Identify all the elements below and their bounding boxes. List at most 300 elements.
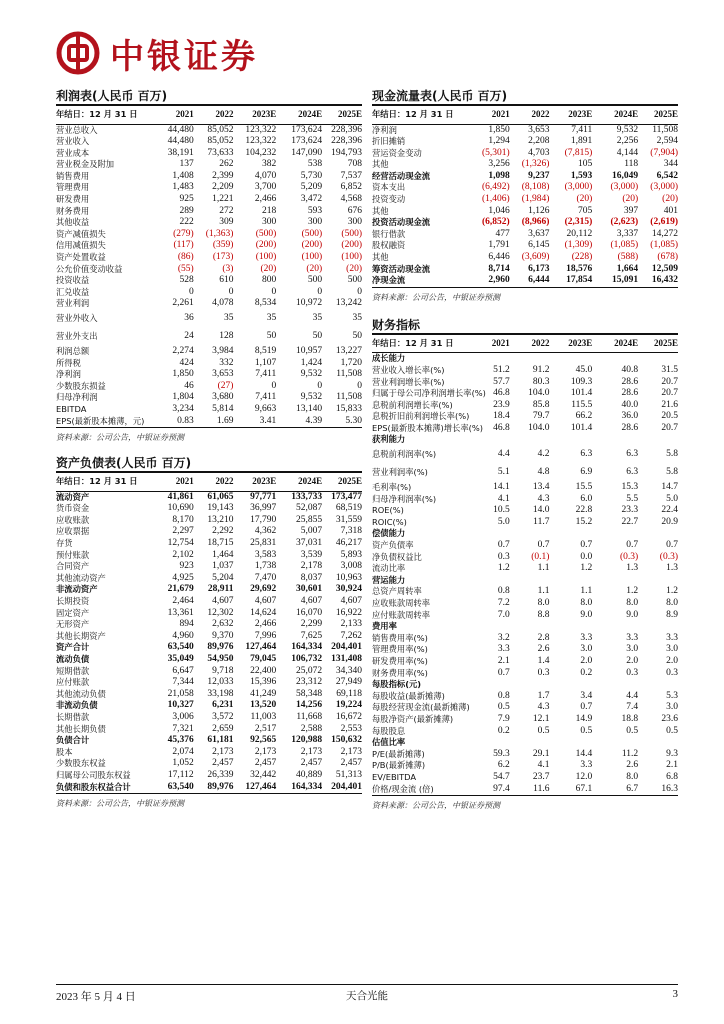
- row-label: 银行借款: [372, 228, 406, 239]
- row-value: 14.9: [575, 713, 593, 724]
- row-value: 18,576: [566, 263, 593, 274]
- row-value: 0.7: [580, 540, 593, 551]
- row-value: 164,334: [291, 642, 323, 653]
- row-label: 净利润: [56, 369, 81, 380]
- row-value: [510, 353, 550, 365]
- row-value: 32,442: [250, 769, 277, 780]
- row-value: 20.7: [661, 422, 678, 433]
- table-row: [372, 353, 678, 365]
- row-value: 222: [179, 217, 194, 228]
- row-label: 营业利润: [56, 298, 90, 309]
- row-value: 40.8: [621, 364, 639, 375]
- row-label: 毛利率(%): [372, 482, 412, 493]
- row-label: 合同资产: [56, 561, 90, 572]
- table-row: [372, 691, 678, 703]
- row-value: 23.9: [493, 399, 510, 410]
- header-label: 年结日：12 月 31 日: [56, 473, 154, 491]
- table-row: [372, 124, 678, 136]
- table-row: [372, 749, 678, 761]
- row-value: 35,049: [167, 653, 194, 664]
- row-value: 6.3: [626, 467, 639, 478]
- row-value: 15,396: [250, 677, 277, 688]
- row-value: 45.0: [575, 364, 593, 375]
- row-value: [549, 528, 592, 540]
- row-value: 97,771: [250, 491, 277, 502]
- row-value: 3.0: [626, 644, 639, 655]
- table-row: [372, 275, 678, 287]
- row-value: 80.3: [532, 376, 550, 387]
- row-value: 10,327: [167, 700, 194, 711]
- row-value: 61,065: [207, 491, 234, 502]
- row-value: [638, 575, 678, 587]
- row-value: 8.0: [580, 598, 593, 608]
- header-label: 年结日：12 月 31 日: [56, 106, 154, 124]
- row-value: 344: [663, 159, 678, 170]
- row-value: 13,210: [207, 514, 234, 525]
- row-value: [592, 353, 638, 365]
- row-value: 4.3: [537, 702, 550, 713]
- table-row: [56, 287, 362, 299]
- row-value: 9,532: [300, 392, 323, 403]
- header-year: 2022: [194, 106, 234, 124]
- row-value: 0: [188, 286, 194, 297]
- income-source: 资料来源：公司公告，中银证券预测: [56, 433, 184, 443]
- row-value: (20): [306, 263, 323, 274]
- row-label: 少数股东损益: [56, 380, 106, 391]
- row-value: 309: [219, 217, 234, 228]
- row-value: 4.39: [276, 416, 322, 428]
- row-value: 7,996: [254, 630, 277, 641]
- row-value: 33,198: [207, 688, 234, 699]
- row-label: EBITDA: [56, 403, 87, 414]
- row-value: 46.8: [493, 422, 510, 433]
- row-label: 研发费用: [56, 194, 90, 205]
- row-value: 228,396: [331, 136, 362, 147]
- row-label: 成长能力: [372, 353, 406, 364]
- boc-logo-icon: [56, 31, 100, 75]
- table-row: [56, 206, 362, 218]
- row-value: 1.69: [194, 416, 234, 428]
- row-value: 54.7: [493, 771, 510, 782]
- row-value: 10,963: [335, 572, 362, 583]
- row-value: 6,852: [340, 182, 362, 193]
- table-row: [56, 124, 362, 136]
- row-label: 投资收益: [56, 275, 90, 286]
- row-label: 营业收入增长率(%): [372, 364, 445, 375]
- table-row: [56, 229, 362, 241]
- row-value: 29,692: [250, 584, 277, 595]
- row-value: 24: [184, 331, 194, 342]
- row-value: 40,889: [296, 769, 323, 780]
- table-row: [56, 404, 362, 416]
- row-value: 23.3: [621, 505, 639, 516]
- row-value: 12.0: [575, 771, 593, 782]
- table-row: [372, 726, 678, 738]
- table-header-row: [56, 473, 362, 491]
- row-value: 9,370: [212, 630, 234, 641]
- header-year: 2025E: [322, 106, 362, 124]
- row-value: 8,534: [254, 298, 277, 309]
- row-value: 35: [266, 313, 277, 324]
- row-value: 104.0: [528, 388, 550, 399]
- table-row: [372, 159, 678, 171]
- row-value: 54,950: [207, 653, 234, 664]
- header-year: 2022: [510, 106, 550, 124]
- table-row: [56, 689, 362, 701]
- row-value: 19,143: [207, 503, 234, 514]
- row-value: 8.0: [537, 598, 550, 608]
- row-value: 3,234: [172, 403, 194, 414]
- row-label: 经营活动现金流: [372, 170, 431, 181]
- row-value: 45,376: [167, 735, 194, 746]
- row-value: 17,112: [167, 769, 194, 780]
- header: [56, 28, 258, 78]
- row-value: 22.7: [621, 516, 639, 527]
- table-row: [372, 229, 678, 241]
- row-value: 14.4: [575, 748, 593, 759]
- row-value: 59.3: [493, 748, 510, 759]
- row-value: 4.4: [626, 690, 639, 701]
- row-value: 20.5: [661, 411, 678, 422]
- table-row: [56, 747, 362, 759]
- row-value: 2,466: [254, 619, 277, 630]
- row-value: 2.0: [666, 655, 678, 666]
- header-year: 2024E: [592, 335, 638, 353]
- row-label: 货币资金: [56, 503, 90, 514]
- row-label: 销售费用: [56, 170, 90, 181]
- row-value: 123,322: [245, 136, 277, 147]
- row-value: 18.8: [621, 713, 639, 724]
- row-value: 6,444: [510, 275, 550, 287]
- row-value: 8.0: [626, 598, 639, 608]
- header-year: 2022: [194, 473, 234, 491]
- row-value: 12,302: [207, 607, 234, 618]
- row-value: 6,145: [528, 240, 550, 251]
- row-value: 923: [179, 561, 194, 572]
- table-row: [56, 310, 362, 328]
- row-label: 应收账款: [56, 514, 90, 525]
- page-number: 3: [672, 988, 678, 1000]
- row-label: 资产负债率: [372, 540, 414, 551]
- row-value: 2,632: [212, 619, 234, 630]
- row-value: 1,408: [172, 170, 194, 181]
- row-value: 9,532: [300, 369, 323, 380]
- row-value: 0.7: [626, 540, 639, 551]
- row-value: 1.2: [497, 563, 510, 574]
- row-label: 资产合计: [56, 642, 90, 653]
- row-value: [592, 434, 638, 446]
- row-value: 150,632: [331, 735, 362, 746]
- table-row: [372, 784, 678, 796]
- row-value: 708: [347, 159, 362, 170]
- row-value: 5,814: [212, 403, 234, 414]
- row-label: 营业收入: [56, 136, 90, 147]
- row-value: 1,850: [488, 124, 510, 135]
- row-value: 0.7: [580, 702, 593, 713]
- row-value: (7,815): [564, 147, 593, 158]
- row-value: 10,972: [296, 298, 323, 309]
- header-year: 2022: [510, 335, 550, 353]
- row-value: (2,623): [610, 217, 639, 228]
- row-value: 35: [312, 313, 323, 324]
- row-value: 63,540: [167, 642, 194, 653]
- row-label: 每股经营现金流(最新摊薄): [372, 702, 470, 713]
- table-row: [56, 252, 362, 264]
- row-label: 长期借款: [56, 711, 90, 722]
- row-value: 46.8: [493, 388, 510, 399]
- row-value: 133,733: [291, 491, 323, 502]
- table-row: [372, 182, 678, 194]
- row-value: [510, 679, 550, 691]
- row-label: 公允价值变动收益: [56, 263, 123, 274]
- balance-source: 资料来源：公司公告，中银证券预测: [56, 799, 184, 809]
- row-value: 3.3: [580, 632, 593, 643]
- row-value: 101.4: [570, 388, 593, 399]
- row-value: 7,470: [254, 572, 277, 583]
- row-value: (500): [341, 228, 362, 239]
- table-row: [56, 724, 362, 736]
- row-value: 2,297: [172, 526, 194, 537]
- row-value: 104,232: [245, 147, 277, 158]
- row-value: 28,911: [207, 584, 234, 595]
- table-row: [372, 737, 678, 749]
- table-row: [56, 712, 362, 724]
- row-value: 8.0: [626, 771, 639, 782]
- row-value: 11.6: [510, 784, 550, 796]
- row-value: [470, 575, 510, 587]
- row-value: 8.9: [666, 609, 678, 620]
- row-value: 28.6: [621, 422, 639, 433]
- header-year: 2023E: [233, 106, 276, 124]
- row-label: 应收账款周转率: [372, 598, 431, 608]
- row-value: 61,181: [207, 735, 234, 746]
- row-value: 0: [357, 286, 362, 297]
- row-value: (1,363): [205, 228, 234, 239]
- row-value: (55): [177, 263, 194, 274]
- row-label: 汇兑收益: [56, 286, 90, 297]
- row-value: 5.8: [666, 449, 678, 460]
- row-value: 8,037: [300, 572, 323, 583]
- row-label: 流动比率: [372, 563, 406, 574]
- table-row: [372, 586, 678, 598]
- row-value: 28.6: [621, 376, 639, 387]
- row-value: 300: [307, 217, 323, 228]
- row-label: 研发费用率(%): [372, 655, 428, 666]
- row-label: 投资活动现金流: [372, 217, 431, 228]
- row-label: 营业外支出: [56, 331, 98, 342]
- row-value: 17,854: [549, 275, 592, 287]
- row-label: 其他长期资产: [56, 630, 106, 641]
- row-value: 1,593: [570, 170, 593, 181]
- row-label: 偿债能力: [372, 528, 406, 539]
- table-row: [372, 148, 678, 160]
- row-value: 2,588: [300, 723, 323, 734]
- row-value: 6,446: [488, 252, 510, 263]
- row-value: 15.2: [575, 516, 593, 527]
- row-value: 22.8: [575, 505, 593, 516]
- row-value: 9,237: [528, 170, 550, 181]
- row-value: 894: [179, 619, 194, 630]
- row-value: 128: [219, 331, 234, 342]
- row-value: 10.5: [493, 505, 510, 516]
- table-row: [56, 159, 362, 171]
- row-value: 2,208: [528, 136, 550, 147]
- row-value: (0.3): [659, 551, 678, 562]
- row-value: 6.3: [626, 449, 639, 460]
- row-value: 477: [495, 228, 510, 239]
- row-value: [592, 679, 638, 691]
- row-value: 2,457: [300, 758, 323, 769]
- row-value: 7.9: [497, 713, 510, 724]
- row-value: 4.1: [497, 493, 510, 504]
- row-value: 51,313: [335, 769, 362, 780]
- row-value: 28.6: [621, 388, 639, 399]
- table-row: [56, 619, 362, 631]
- row-value: 218: [262, 205, 277, 216]
- row-value: [592, 737, 638, 749]
- row-value: [549, 353, 592, 365]
- row-label: 营业利润增长率(%): [372, 376, 445, 387]
- row-value: 11,508: [336, 392, 362, 403]
- row-value: 204,401: [331, 642, 362, 653]
- row-value: [638, 737, 678, 749]
- footer-company: 天合光能: [346, 990, 388, 1002]
- table-row: [56, 346, 362, 358]
- row-value: [638, 434, 678, 446]
- row-value: 4,607: [254, 596, 277, 606]
- row-value: 3,006: [172, 711, 194, 722]
- row-value: 4,144: [616, 147, 639, 158]
- row-value: 50: [352, 331, 362, 342]
- row-value: 538: [307, 159, 323, 170]
- table-row: [56, 758, 362, 770]
- header-year: 2021: [154, 106, 194, 124]
- row-value: 1.1: [537, 586, 550, 597]
- row-value: 0.2: [497, 725, 510, 736]
- row-value: 51.2: [493, 364, 510, 375]
- row-value: 29.1: [532, 748, 550, 759]
- row-value: 7.0: [497, 609, 510, 620]
- row-label: 净负债权益比: [372, 551, 422, 562]
- row-label: 管理费用: [56, 182, 90, 193]
- row-value: 6.0: [580, 493, 593, 504]
- row-value: 52,087: [296, 503, 323, 514]
- row-value: 2.6: [537, 644, 550, 655]
- row-value: 11,508: [652, 124, 678, 135]
- row-value: 9,718: [212, 665, 234, 676]
- row-label: 信用减值损失: [56, 240, 106, 251]
- row-value: (5,301): [481, 147, 510, 158]
- row-label: P/E(最新摊薄): [372, 748, 425, 759]
- row-value: (3,000): [650, 182, 678, 193]
- row-value: 19,224: [335, 700, 362, 711]
- header-year: 2021: [470, 335, 510, 353]
- header-label: 年结日：12 月 31 日: [372, 335, 470, 353]
- row-value: 79.7: [532, 411, 550, 422]
- row-value: 1,052: [172, 758, 194, 769]
- row-value: 173,624: [291, 136, 323, 147]
- row-value: 67.1: [549, 784, 592, 796]
- row-value: 21,058: [167, 688, 194, 699]
- row-value: 2,299: [300, 619, 323, 630]
- row-value: 57.7: [493, 376, 510, 387]
- row-value: 2,261: [172, 298, 194, 309]
- row-label: 管理费用率(%): [372, 644, 428, 655]
- row-value: 204,401: [322, 782, 362, 794]
- table-row: [56, 642, 362, 654]
- row-value: 36,997: [250, 503, 277, 514]
- row-value: 44,480: [167, 124, 194, 135]
- table-row: [372, 656, 678, 668]
- row-value: 2,133: [340, 619, 362, 630]
- row-label: EPS(最新股本摊薄，元): [56, 416, 154, 428]
- header-year: 2023E: [233, 473, 276, 491]
- row-value: 16,049: [612, 170, 639, 181]
- row-value: (3,609): [521, 252, 550, 263]
- header-year: 2024E: [276, 106, 322, 124]
- row-value: [592, 621, 638, 633]
- table-row: [372, 505, 678, 517]
- row-value: 6.2: [497, 760, 510, 771]
- row-value: 1,464: [212, 549, 234, 560]
- table-row: [56, 171, 362, 183]
- row-value: 2,659: [212, 723, 234, 734]
- row-value: 109.3: [570, 376, 593, 387]
- row-value: 147,090: [291, 147, 323, 158]
- row-value: 4,960: [172, 630, 194, 641]
- row-value: 0: [317, 286, 323, 297]
- row-value: 69,118: [336, 688, 362, 699]
- row-value: 0.8: [497, 586, 510, 597]
- row-value: 2,102: [172, 549, 194, 560]
- row-value: 6,231: [212, 700, 234, 711]
- table-row: [372, 575, 678, 587]
- row-value: 14.0: [532, 505, 550, 516]
- table-row: [56, 503, 362, 515]
- brand-name: 中银证券: [110, 36, 258, 77]
- row-value: [549, 679, 592, 691]
- table-row: [372, 540, 678, 552]
- row-value: 3,984: [212, 346, 234, 356]
- table-row: [56, 782, 362, 794]
- ratios-title: 财务指标: [372, 317, 678, 335]
- header-year: 2024E: [592, 106, 638, 124]
- table-row: [56, 369, 362, 381]
- row-label: 应收票据: [56, 526, 90, 537]
- row-value: 925: [179, 194, 194, 205]
- row-label: 营业利润率(%): [372, 467, 428, 478]
- balance-sheet-title: 资产负债表(人民币 百万): [56, 455, 362, 473]
- row-value: 18,715: [207, 538, 234, 549]
- row-value: 1,804: [172, 392, 194, 403]
- row-value: 5.3: [666, 690, 678, 701]
- row-value: 37,031: [296, 538, 323, 549]
- row-value: 0.5: [537, 725, 550, 736]
- left-column: [56, 88, 362, 809]
- row-value: 8.0: [666, 598, 678, 608]
- row-value: (100): [341, 252, 362, 263]
- row-value: (500): [255, 228, 277, 239]
- row-value: 15.3: [621, 482, 639, 493]
- table-row: [372, 552, 678, 564]
- row-value: 0.5: [666, 725, 678, 736]
- row-value: 3.3: [497, 644, 510, 655]
- row-value: (1,984): [521, 194, 550, 205]
- row-value: 0: [271, 380, 277, 391]
- row-value: 20.7: [661, 388, 678, 399]
- row-value: 1,424: [300, 357, 323, 368]
- table-row: [56, 631, 362, 643]
